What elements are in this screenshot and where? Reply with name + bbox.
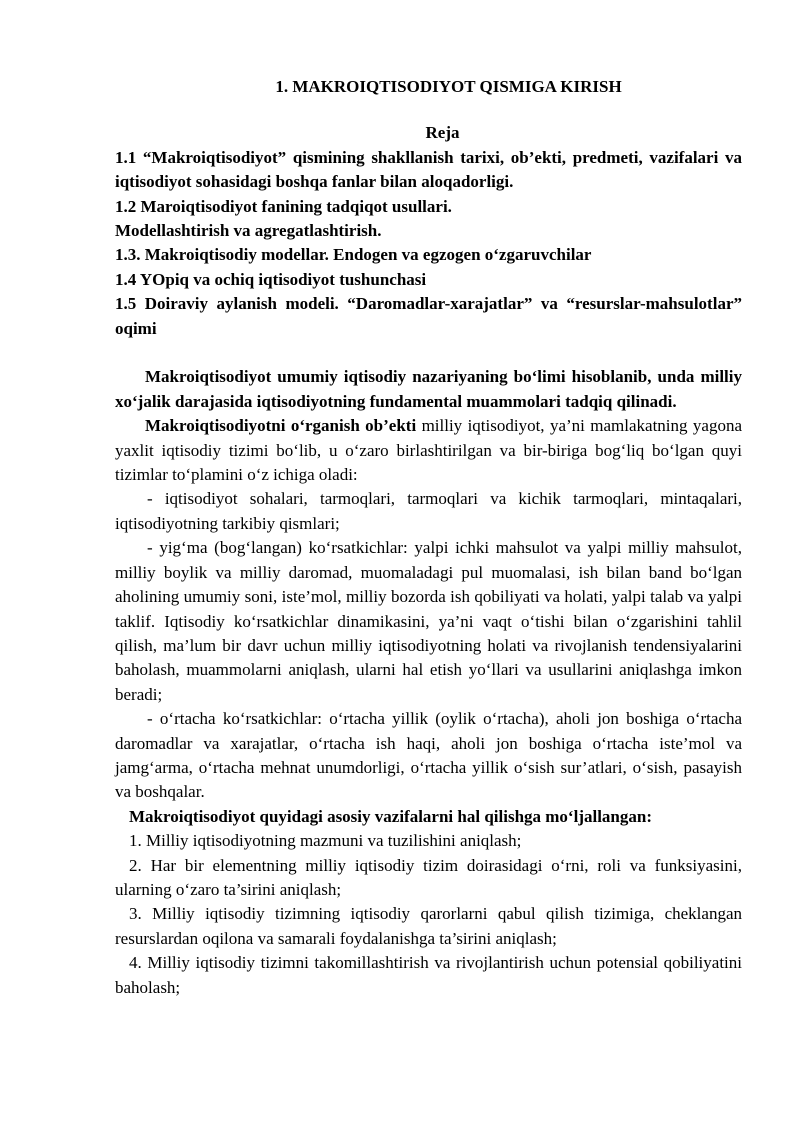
plan-item: 1.3. Makroiqtisodiy modellar. Endogen va egzogen o‘zgaruvchilar — [115, 245, 592, 265]
tasks-heading: Makroiqtisodiyot quyidagi asosiy vazifalarni hal qilishga mo‘ljallangan: — [129, 806, 652, 826]
plan-item: 1.1 “Makroiqtisodiyot” qismining shakllanish tarixi, ob’ekti, predmeti, vazifalari va iqtisodiyot sohasidagi boshqa fanlar bilan aloqadorligi. — [115, 147, 742, 192]
plan-item: 1.4 YOpiq va ochiq iqtisodiyot tushunchasi — [115, 269, 427, 289]
intro-paragraph: Makroiqtisodiyot umumiy iqtisodiy nazariyaning bo‘limi hisoblanib, unda milliy xo‘jalik darajasida iqtisodiyotning fundamental muammolari tadqiq qilinadi. — [115, 367, 742, 411]
plan-item: Modellashtirish va agregatlashtirish. — [115, 221, 382, 241]
dash-item: - o‘rtacha ko‘rsatkichlar: o‘rtacha yillik (oylik o‘rtacha), aholi jon boshiga o‘rtacha daromadlar va xarajatlar, o‘rtacha ish haqi, aholi jon boshiga o‘rtacha iste’mol va jamg‘arma, o‘rtacha mehnat unumdorligi, o‘rtacha yillik o‘sish sur’atlari, o‘sish, pasayish va boshqalar. — [115, 709, 742, 802]
task-item: 3. Milliy iqtisodiy tizimning iqtisodiy qarorlarni qabul qilish tizimiga, cheklangan resurslardan oqilona va samarali foydalanishga ta’sirini aniqlash; — [115, 904, 742, 948]
document-page — [115, 75, 742, 1000]
task-item: 2. Har bir elementning milliy iqtisodiy tizim doirasidagi o‘rni, roli va funksiyasini, ularning o‘zaro ta’sirini aniqlash; — [115, 855, 742, 899]
object-term: Makroiqtisodiyotni o‘rganish ob’ekti — [145, 416, 417, 436]
chapter-title: 1. MAKROIQTISODIYOT QISMIGA KIRISH — [275, 77, 622, 96]
plan-list — [115, 146, 742, 341]
object-paragraph — [115, 414, 742, 487]
blank-line — [115, 341, 742, 365]
plan-title: Reja — [425, 123, 460, 143]
dash-item: - iqtisodiyot sohalari, tarmoqlari, tarmoqlari va kichik tarmoqlari, mintaqalari, iqtisodiyotning tarkibiy qismlari; — [115, 489, 742, 533]
dash-item: - yig‘ma (bog‘langan) ko‘rsatkichlar: yalpi ichki mahsulot va yalpi milliy mahsulot, milliy boylik va milliy daromad, muomaladagi pul muomalasi, ish bilan band bo‘lgan aholining umumiy soni, iste’mol, milliy bozorda ish qobiliyati va holati, yalpi talab va yalpi taklif. Iqtisodiy ko‘rsatkichlar dinamikasini, ya’ni vaqt o‘tishi bilan o‘zgarishini tahlil qilish, ma’lum bir davr uchun milliy iqtisodiyotning holati va rivojlanish tendensiyalarini baholash, muammolarni aniqlash, ularni hal etish yo‘llari va usullarini aniqlashga imkon beradi; — [115, 538, 742, 704]
task-item: 4. Milliy iqtisodiy tizimni takomillashtirish va rivojlantirish uchun potensial qobiliyatini baholash; — [115, 953, 742, 997]
object-definition: milliy iqtisodiyot, ya’ni mamlakatning yagona yaxlit iqtisodiy tizimi bo‘lib, u o‘zaro birlashtirilgan va bir-biriga bog‘liq bo‘lgan quyi tizimlar to‘plamini o‘z ichiga oladi: — [115, 416, 742, 485]
plan-item: 1.5 Doiraviy aylanish modeli. “Daromadlar-xarajatlar” va “resurslar-mahsulotlar” oqimi — [115, 294, 742, 338]
task-item: 1. Milliy iqtisodiyotning mazmuni va tuzilishini aniqlash; — [129, 831, 522, 851]
plan-item: 1.2 Maroiqtisodiyot fanining tadqiqot usullari. — [115, 196, 452, 216]
